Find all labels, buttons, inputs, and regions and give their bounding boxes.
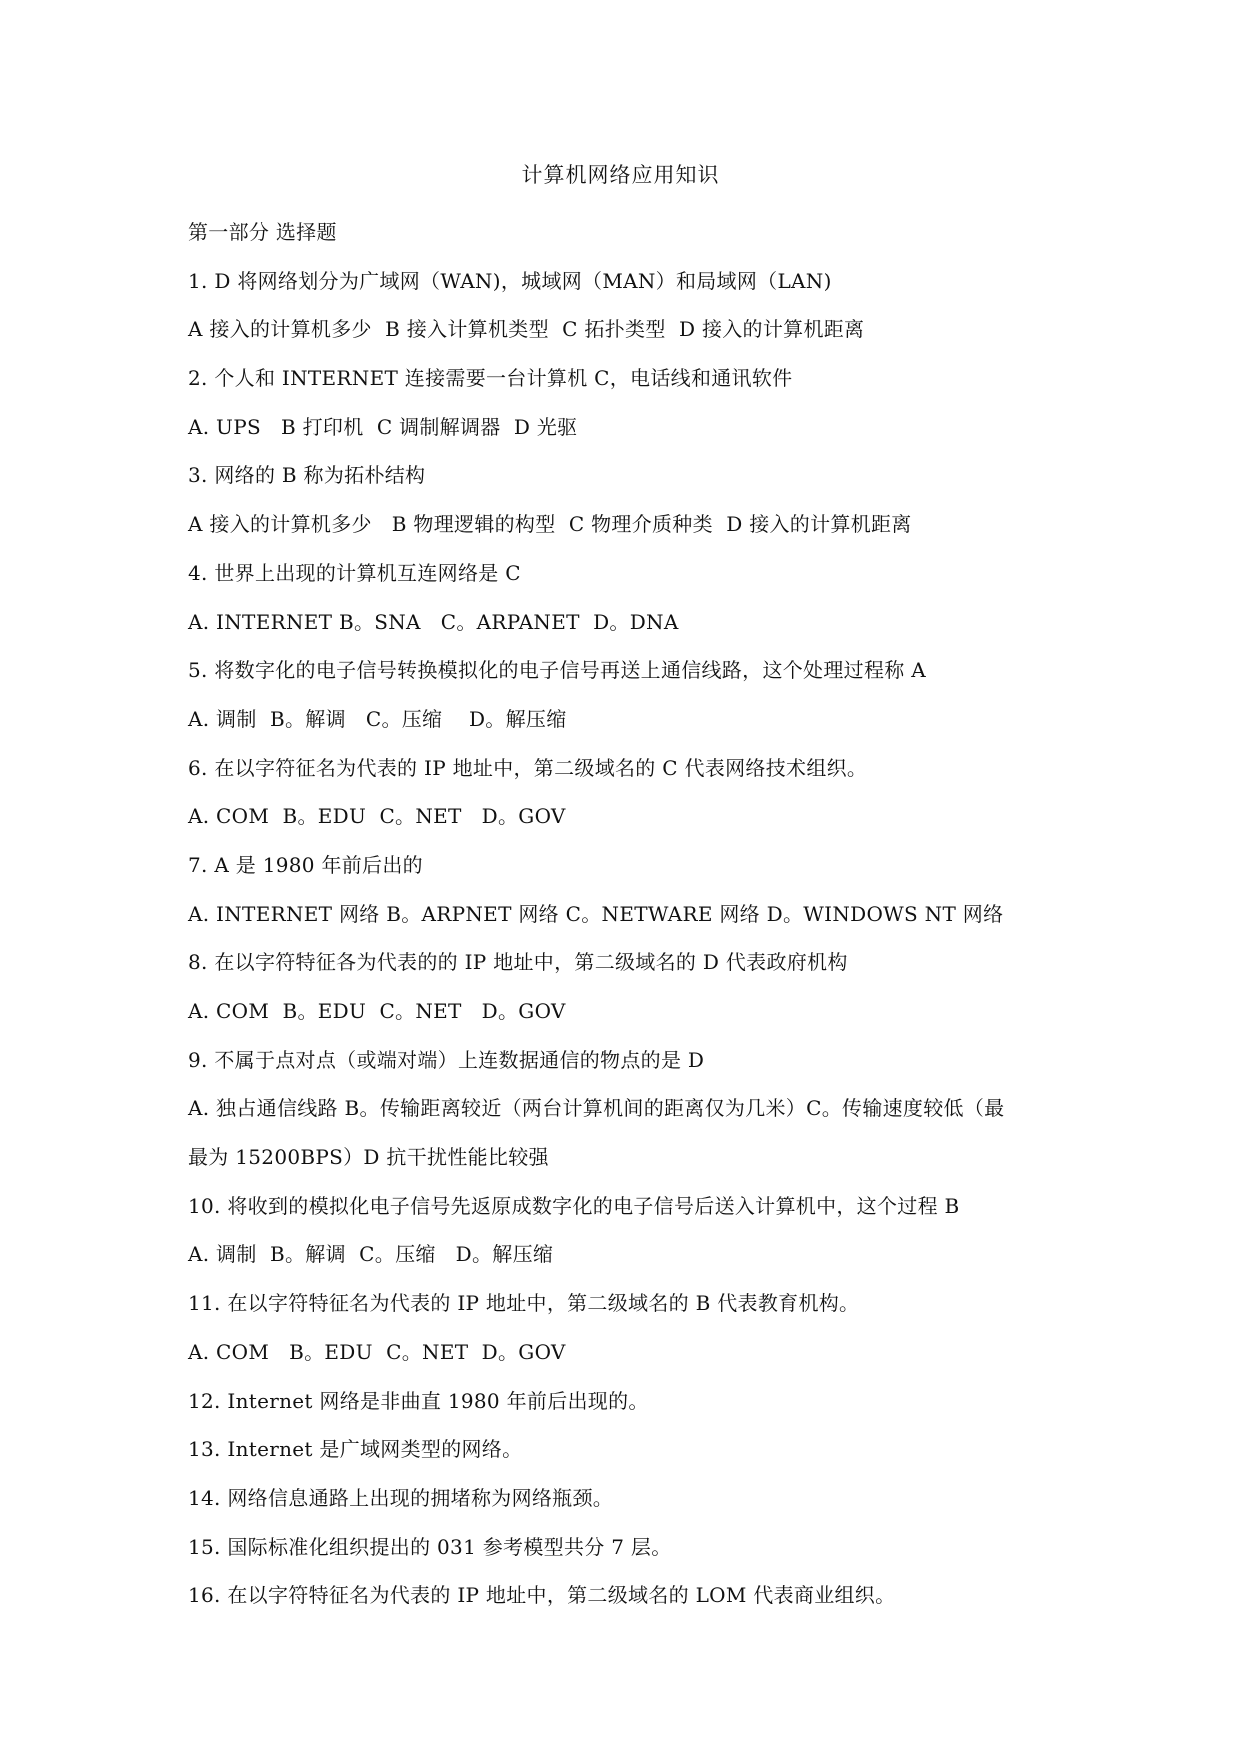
text-line: 4. 世界上出现的计算机互连网络是 C — [188, 560, 521, 585]
text-line: 10. 将收到的模拟化电子信号先返原成数字化的电子信号后送入计算机中，这个过程 B — [188, 1193, 960, 1218]
section-heading: 第一部分 选择题 — [188, 220, 337, 244]
document-body — [188, 208, 1068, 1620]
text-line: 14. 网络信息通路上出现的拥堵称为网络瓶颈。 — [188, 1485, 614, 1510]
text-line: 11. 在以字符特征名为代表的 IP 地址中，第二级域名的 B 代表教育机构。 — [188, 1291, 860, 1316]
text-line: 8. 在以字符特征各为代表的的 IP 地址中，第二级域名的 D 代表政府机构 — [188, 950, 848, 975]
text-line: A. 独占通信线路 B。传输距离较近（两台计算机间的距离仅为几米）C。传输速度较低（最 — [188, 1096, 1005, 1121]
text-line: 3. 网络的 B 称为拓朴结构 — [188, 463, 426, 488]
text-line: 1. D 将网络划分为广域网（WAN)，城域网（MAN）和局域网（LAN) — [188, 268, 832, 293]
text-line: 13. Internet 是广域网类型的网络。 — [188, 1437, 523, 1462]
text-line: 最为 15200BPS）D 抗干扰性能比较强 — [188, 1145, 549, 1170]
text-line: A. 调制 B。解调 C。压缩 D。解压缩 — [188, 706, 567, 731]
text-line: A. 调制 B。解调 C。压缩 D。解压缩 — [188, 1242, 554, 1267]
text-line: A. COM B。EDU C。NET D。GOV — [188, 1339, 566, 1364]
text-line: 6. 在以字符征名为代表的 IP 地址中，第二级域名的 C 代表网络技术组织。 — [188, 755, 868, 780]
document-title: 计算机网络应用知识 — [521, 163, 720, 187]
text-line: A. UPS B 打印机 C 调制解调器 D 光驱 — [188, 414, 578, 439]
text-line: 7. A 是 1980 年前后出的 — [188, 852, 423, 877]
text-line: A. COM B。EDU C。NET D。GOV — [188, 999, 566, 1023]
text-line: 9. 不属于点对点（或端对端）上连数据通信的物点的是 D — [188, 1047, 705, 1072]
text-line: 16. 在以字符特征名为代表的 IP 地址中，第二级域名的 LOM 代表商业组织。 — [188, 1583, 896, 1608]
text-line: A 接入的计算机多少 B 接入计算机类型 C 拓扑类型 D 接入的计算机距离 — [188, 317, 865, 342]
text-line: A. COM B。EDU C。NET D。GOV — [188, 804, 566, 829]
text-line: 12. Internet 网络是非曲直 1980 年前后出现的。 — [188, 1388, 649, 1413]
text-line: A. INTERNET B。SNA C。ARPANET D。DNA — [188, 609, 679, 634]
text-line: 15. 国际标准化组织提出的 031 参考模型共分 7 层。 — [188, 1534, 672, 1559]
text-line: 5. 将数字化的电子信号转换模拟化的电子信号再送上通信线路，这个处理过程称 A — [188, 658, 926, 683]
text-line: A. INTERNET 网络 B。ARPNET 网络 C。NETWARE 网络 D。WINDOWS NT 网络 — [188, 901, 1004, 926]
text-line: 2. 个人和 INTERNET 连接需要一台计算机 C，电话线和通讯软件 — [188, 366, 793, 391]
text-line: A 接入的计算机多少 B 物理逻辑的构型 C 物理介质种类 D 接入的计算机距离 — [188, 512, 912, 537]
